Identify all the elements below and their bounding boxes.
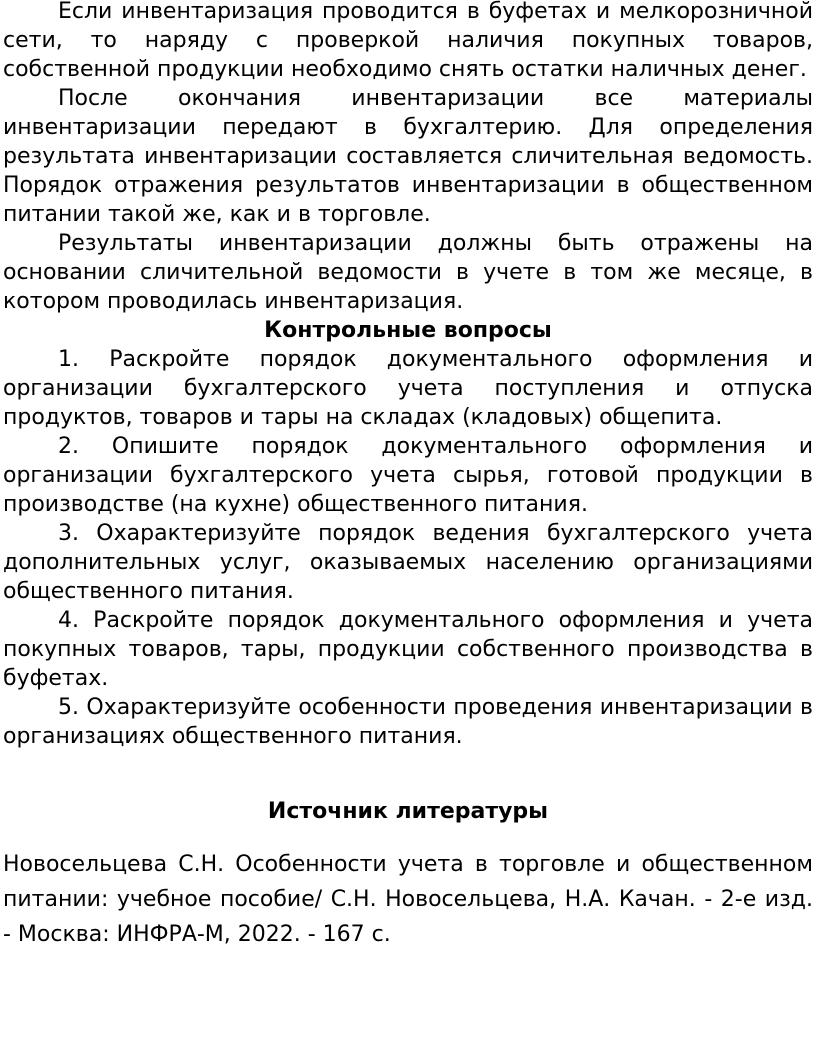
paragraph-inventory-buffets: Если инвентаризация проводится в буфетах и мелкорозничной сети, то наряду с проверкой наличия покупных товаров, собственной продукции необходимо снять остатки наличных денег. [3, 0, 813, 82]
question-item: 2. Опишите порядок документального оформления и организации бухгалтерского учета сырья, готовой продукции в производстве (на кухне) общественного питания. [3, 434, 813, 517]
question-item: 4. Раскройте порядок документального оформления и учета покупных товаров, тары, продукции собственного производства в буфетах. [3, 608, 813, 691]
paragraph-inventory-results: Результаты инвентаризации должны быть отражены на основании сличительной ведомости в учете в том же месяце, в котором проводилась инвентаризация. [3, 231, 813, 314]
paragraph-inventory-materials: После окончания инвентаризации все материалы инвентаризации передают в бухгалтерию. Для определения результата инвентаризации составляется сличительная ведомость. Порядок отражения результатов инвентаризации в общественном питании такой же, как и в торговле. [3, 86, 813, 227]
questions-list [3, 345, 813, 751]
questions-heading: Контрольные вопросы [264, 318, 552, 343]
question-item: 5. Охарактеризуйте особенности проведения инвентаризации в организациях общественного питания. [3, 695, 813, 749]
body-text [3, 0, 813, 316]
literature-reference: Новосельцева С.Н. Особенности учета в торговле и общественном питании: учебное пособие/ С.Н. Новосельцева, Н.А. Качан. - 2-е изд. - Москва: ИНФРА-М, 2022. - 167 с. [3, 852, 813, 947]
literature-heading: Источник литературы [267, 799, 549, 824]
question-item: 1. Раскройте порядок документального оформления и организации бухгалтерского учета поступления и отпуска продуктов, товаров и тары на складах (кладовых) общепита. [3, 347, 813, 430]
question-item: 3. Охарактеризуйте порядок ведения бухгалтерского учета дополнительных услуг, оказываемых населению организациями общественного питания. [3, 521, 813, 604]
